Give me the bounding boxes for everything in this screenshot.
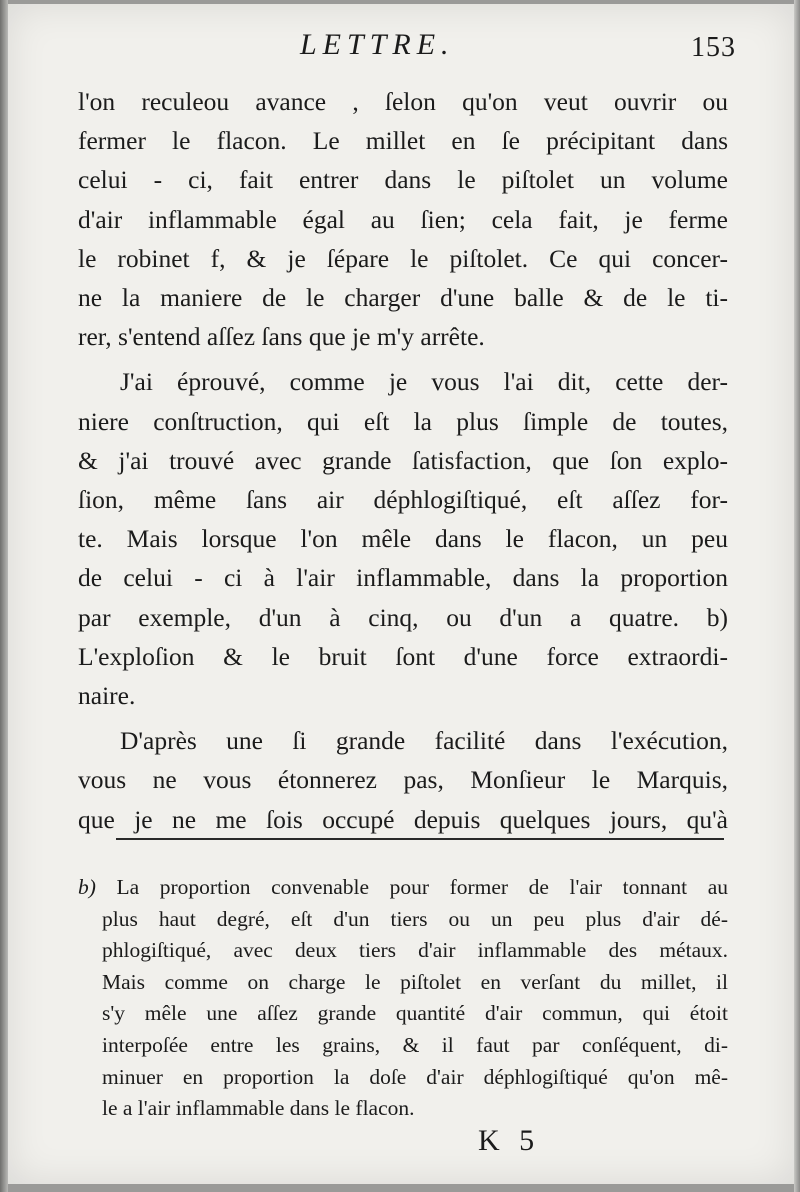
footnote-marker: b) — [78, 875, 96, 899]
text-line: niere conſtruction, qui eſt la plus ſimple de toutes, — [78, 406, 728, 436]
footnote-line — [78, 872, 728, 904]
text-line: que je ne me ſois occupé depuis quelques jours, qu'à — [78, 804, 728, 834]
text-line: vous ne vous étonnerez pas, Monſieur le Marquis, — [78, 765, 728, 795]
running-head: LETTRE. — [300, 28, 455, 61]
text-line: par exemple, d'un à cinq, ou d'un a quatre. b) — [78, 602, 728, 632]
footnote-line-text: La proportion convenable pour former de l'air tonnant au — [116, 875, 729, 899]
main-text-block — [78, 82, 728, 839]
text-line: D'après une ſi grande facilité dans l'exécution, — [120, 726, 728, 756]
footnote-block — [78, 872, 728, 1125]
footnote-line: plus haut degré, eſt d'un tiers ou un peu plus d'air dé- — [102, 906, 728, 931]
text-line: te. Mais lorsque l'on mêle dans le flacon, un peu — [78, 524, 728, 554]
scan-right-edge — [794, 0, 800, 1192]
text-line: de celui - ci à l'air inflammable, dans la proportion — [78, 563, 728, 593]
text-line: rer, s'entend aſſez ſans que je m'y arrête. — [78, 322, 485, 352]
text-line: celui - ci, fait entrer dans le piſtolet un volume — [78, 165, 728, 195]
text-line: d'air inflammable égal au ſien; cela fait, je ferme — [78, 204, 728, 234]
scan-left-edge — [0, 0, 8, 1192]
footnote-line: interpoſée entre les grains, & il faut par conſéquent, di- — [102, 1032, 728, 1057]
footnote-line: phlogiſtiqué, avec deux tiers d'air inflammable des métaux. — [102, 938, 728, 963]
text-line: naire. — [78, 681, 136, 711]
text-line: J'ai éprouvé, comme je vous l'ai dit, cette der- — [120, 367, 728, 397]
footnote-line: Mais comme on charge le piſtolet en verſant du millet, il — [102, 969, 728, 994]
text-line: l'on reculeou avance , ſelon qu'on veut ouvrir ou — [78, 87, 728, 116]
text-line: ne la maniere de le charger d'une balle & de le ti- — [78, 283, 728, 313]
text-line: ſion, même ſans air déphlogiſtiqué, eſt aſſez for- — [78, 485, 728, 515]
footnote-line: s'y mêle une aſſez grande quantité d'air commun, qui étoit — [102, 1001, 728, 1026]
text-line: L'exploſion & le bruit ſont d'une force extraordi- — [78, 641, 728, 671]
text-line: le robinet f, & je ſépare le piſtolet. Ce qui concer- — [78, 243, 728, 273]
footnote-line: minuer en proportion la doſe d'air déphlogiſtiqué qu'on mê- — [102, 1064, 728, 1089]
footnote-rule — [116, 838, 724, 840]
signature-mark: K 5 — [478, 1124, 541, 1157]
footnote-line: le a l'air inflammable dans le flacon. — [102, 1096, 415, 1121]
page-number: 153 — [691, 32, 736, 63]
text-line: fermer le flacon. Le millet en ſe précipitant dans — [78, 126, 728, 156]
text-line: & j'ai trouvé avec grande ſatisfaction, que ſon explo- — [78, 445, 728, 475]
